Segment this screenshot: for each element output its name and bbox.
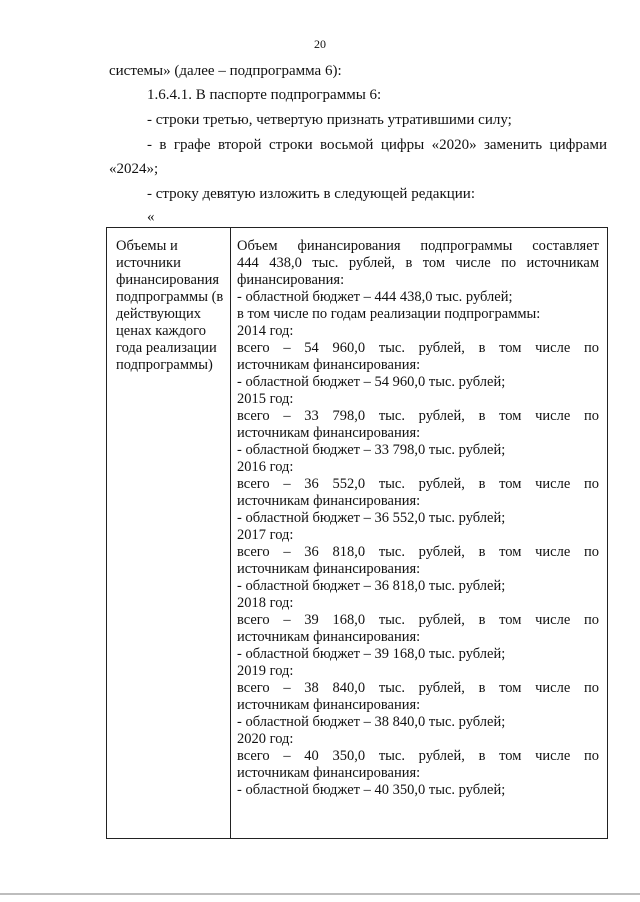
intro-line-4a: - в графе второй строки восьмой цифры «2020» заменить цифрами [147, 137, 607, 153]
financing-line: финансирования: [237, 272, 345, 288]
financing-line: - областной бюджет – 36 552,0 тыс. рублей; [237, 510, 506, 526]
financing-line: 2020 год: [237, 731, 294, 747]
financing-line: 2015 год: [237, 391, 294, 407]
financing-line: 2017 год: [237, 527, 294, 543]
financing-line: Объем финансирования подпрограммы составляет [237, 238, 599, 254]
intro-line-2: 1.6.4.1. В паспорте подпрограммы 6: [147, 87, 382, 103]
row-header-line: Объемы и [116, 238, 178, 254]
financing-line: в том числе по годам реализации подпрограммы: [237, 306, 541, 322]
financing-line: 2018 год: [237, 595, 294, 611]
financing-line: - областной бюджет – 33 798,0 тыс. рублей; [237, 442, 506, 458]
financing-line: источникам финансирования: [237, 357, 421, 373]
financing-line: всего – 36 818,0 тыс. рублей, в том числе по [237, 544, 599, 560]
financing-line: - областной бюджет – 38 840,0 тыс. рублей; [237, 714, 506, 730]
financing-line: 2019 год: [237, 663, 294, 679]
financing-line: источникам финансирования: [237, 425, 421, 441]
row-header-line: года реализации [116, 340, 217, 356]
financing-line: источникам финансирования: [237, 765, 421, 781]
financing-line: - областной бюджет – 54 960,0 тыс. рублей; [237, 374, 506, 390]
financing-details-cell [237, 238, 599, 799]
financing-line: 2014 год: [237, 323, 294, 339]
row-header-line: подпрограммы) [116, 357, 213, 373]
financing-line: всего – 40 350,0 тыс. рублей, в том числе по [237, 748, 599, 764]
financing-line: всего – 54 960,0 тыс. рублей, в том числе по [237, 340, 599, 356]
financing-line: 2016 год: [237, 459, 294, 475]
financing-line: - областной бюджет – 40 350,0 тыс. рублей; [237, 782, 506, 798]
intro-line-5: - строку девятую изложить в следующей редакции: [147, 186, 476, 202]
financing-line: 444 438,0 тыс. рублей, в том числе по источникам [237, 255, 599, 271]
row-header-line: ценах каждого [116, 323, 207, 339]
page-number: 20 [314, 37, 326, 51]
financing-line: - областной бюджет – 39 168,0 тыс. рублей; [237, 646, 506, 662]
row-header-line: финансирования [116, 272, 220, 288]
financing-line: всего – 33 798,0 тыс. рублей, в том числе по [237, 408, 599, 424]
financing-line: всего – 39 168,0 тыс. рублей, в том числе по [237, 612, 599, 628]
intro-line-4b: «2024»; [109, 161, 159, 177]
row-header-line: подпрограммы (в [116, 289, 224, 305]
column-divider [230, 228, 231, 838]
row-header-line: источники [116, 255, 181, 271]
financing-table [106, 227, 608, 839]
page-bottom-edge [0, 893, 640, 895]
financing-line: - областной бюджет – 36 818,0 тыс. рублей; [237, 578, 506, 594]
row-header-cell [116, 238, 228, 374]
financing-line: источникам финансирования: [237, 629, 421, 645]
financing-line: источникам финансирования: [237, 493, 421, 509]
financing-line: всего – 38 840,0 тыс. рублей, в том числе по [237, 680, 599, 696]
financing-line: - областной бюджет – 444 438,0 тыс. рублей; [237, 289, 513, 305]
intro-line-1: системы» (далее – подпрограмма 6): [109, 63, 342, 79]
financing-line: всего – 36 552,0 тыс. рублей, в том числе по [237, 476, 599, 492]
opening-quote-mark: « [147, 209, 155, 225]
row-header-line: действующих [116, 306, 201, 322]
financing-line: источникам финансирования: [237, 561, 421, 577]
financing-line: источникам финансирования: [237, 697, 421, 713]
intro-line-3: - строки третью, четвертую признать утратившими силу; [147, 112, 512, 128]
